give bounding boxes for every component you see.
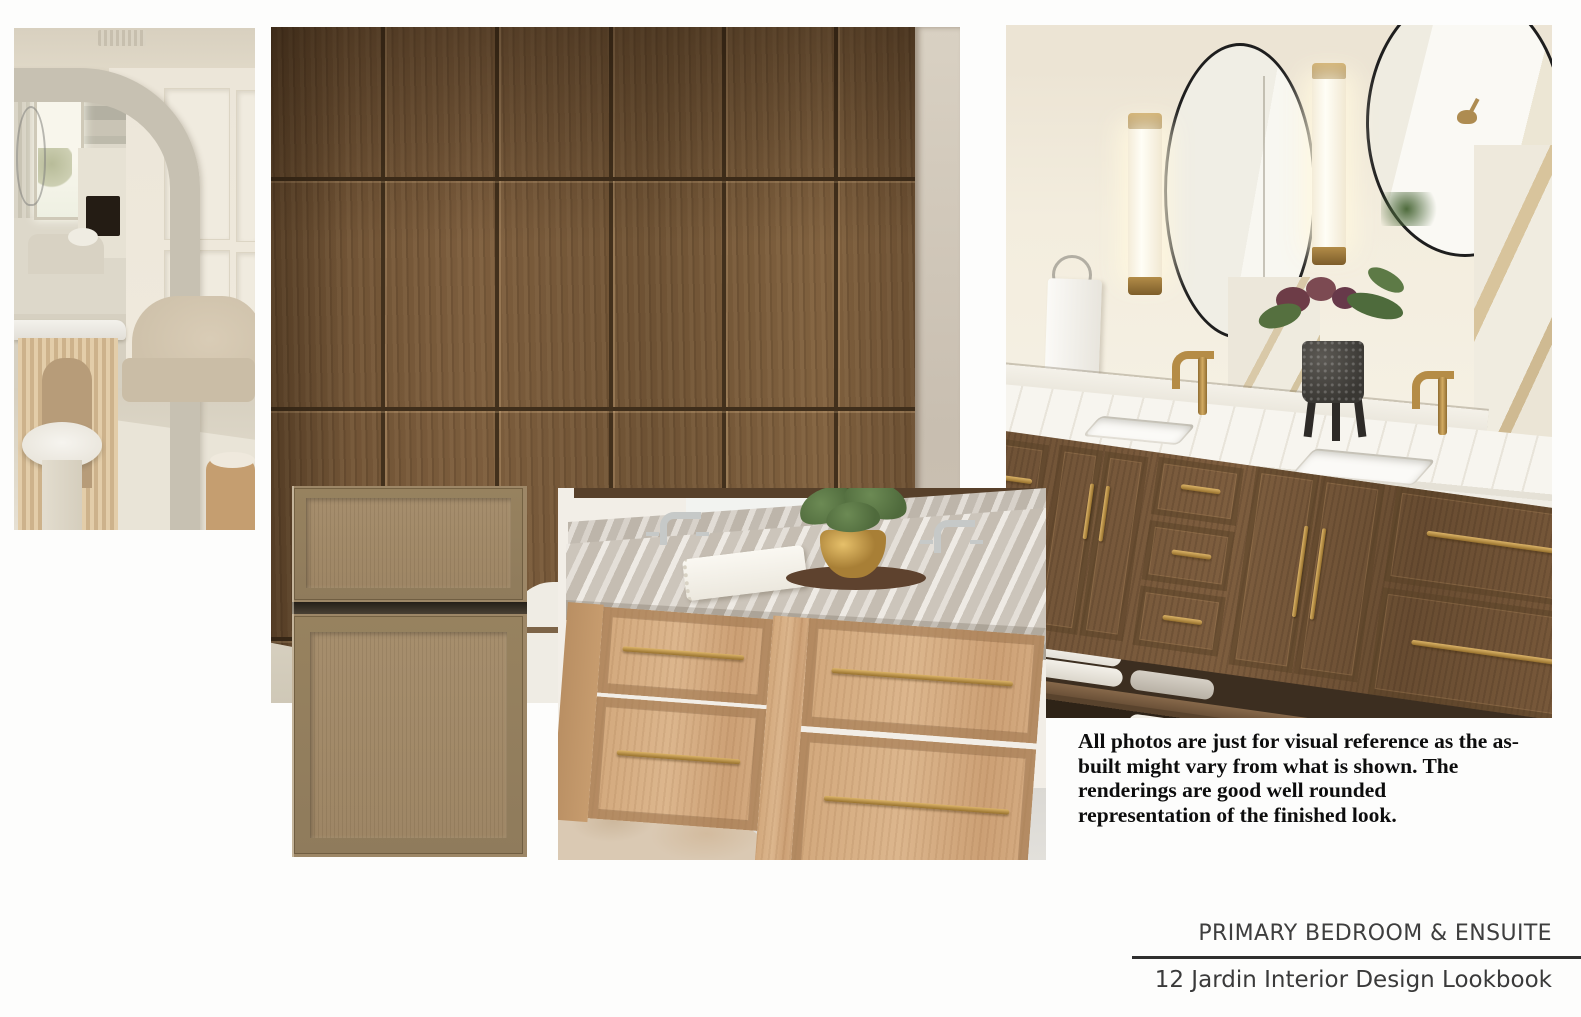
shower-head-reflection bbox=[1457, 110, 1477, 124]
sample-gap bbox=[292, 602, 527, 614]
stool-base bbox=[42, 460, 82, 530]
disclaimer-line: built might vary from what is shown. The bbox=[1078, 753, 1459, 778]
footer-divider bbox=[1132, 956, 1581, 959]
photo-oak-vanity bbox=[558, 488, 1046, 860]
wood-stool-top bbox=[210, 452, 255, 468]
brass-sconce bbox=[1312, 63, 1346, 265]
document-title: 12 Jardin Interior Design Lookbook bbox=[1154, 967, 1552, 993]
marble-desktop bbox=[14, 320, 126, 340]
wall-panel bbox=[236, 90, 255, 242]
section-title: PRIMARY BEDROOM & ENSUITE bbox=[1198, 921, 1552, 946]
disclaimer-line: renderings are good well rounded bbox=[1078, 778, 1387, 802]
brass-sconce bbox=[1128, 113, 1162, 295]
disclaimer-text bbox=[1078, 729, 1558, 827]
disclaimer-line: representation of the finished look. bbox=[1078, 802, 1397, 827]
disclaimer-line: All photos are just for visual reference as the as- bbox=[1078, 729, 1519, 753]
sofa-seat bbox=[122, 358, 255, 402]
drawer-front bbox=[588, 696, 767, 830]
air-vent bbox=[98, 30, 146, 46]
greenery-reflection bbox=[1381, 192, 1445, 226]
sample-drawer-panel bbox=[306, 498, 511, 588]
hammered-planter bbox=[1302, 341, 1364, 403]
photo-cabinet-sample bbox=[292, 486, 527, 857]
door-reflection-line bbox=[1263, 76, 1265, 296]
plant-leaf bbox=[1364, 262, 1408, 298]
vanity-cabinets bbox=[558, 600, 1045, 860]
photo-arch-living-nook bbox=[14, 28, 255, 530]
photo-ensuite-bathroom bbox=[1006, 25, 1552, 718]
chrome-faucet bbox=[928, 520, 976, 564]
chrome-faucet bbox=[654, 512, 702, 556]
sample-edge-highlight bbox=[292, 486, 294, 857]
planter-leg bbox=[1332, 401, 1340, 441]
wood-stool bbox=[206, 458, 255, 530]
brass-faucet bbox=[1164, 351, 1214, 421]
sample-door-panel bbox=[310, 632, 507, 838]
brass-faucet bbox=[1404, 371, 1454, 441]
